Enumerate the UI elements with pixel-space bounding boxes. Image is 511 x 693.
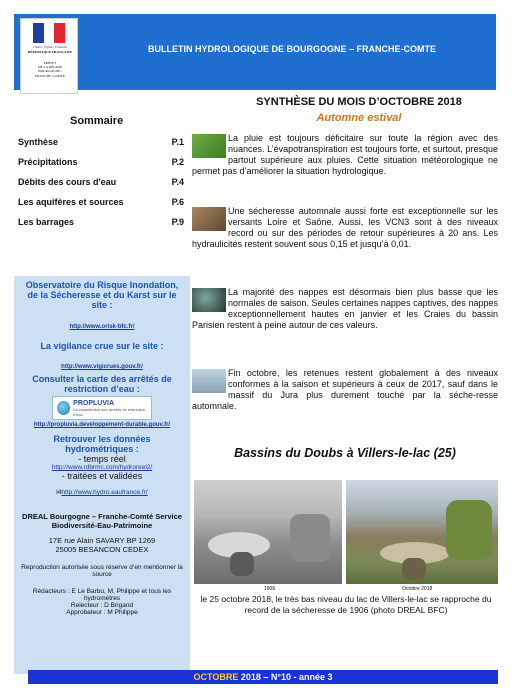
orisk-title: Observatoire du Risque Inondation, de la Sécheresse et du Karst sur le site : bbox=[25, 280, 179, 310]
dreal-name: DREAL Bourgogne – Franche-Comté Service Biodiversité-Eau-Patrimoine bbox=[22, 512, 182, 530]
rdbrmc-link[interactable]: http://www.rdbrmc.com/hydroreel2/ bbox=[51, 464, 153, 471]
footer-month: OCTOBRE bbox=[193, 672, 239, 682]
sommaire-title: Sommaire bbox=[70, 115, 124, 127]
paragraph-text: La pluie est toujours déficitaire sur toute la région avec des nuances. L’évapotranspiration est toujours forte, et surtout, presque partout supérieure aux pluies. Cette situation météorologique ne permet pas d’améliorer la situation hydrologique. bbox=[192, 133, 498, 176]
toc-page: P.9 bbox=[171, 217, 184, 227]
approbateur: Approbateur : M Philippe bbox=[66, 609, 138, 616]
dam-photo-icon bbox=[192, 369, 226, 393]
toc-label: Débits des cours d'eau bbox=[18, 177, 117, 187]
caption-2018: Octobre 2018 bbox=[402, 586, 433, 592]
logo-prefet: PRÉFET DE LA RÉGION BOURGOGNE- FRANCHE-COMTÉ bbox=[35, 61, 65, 78]
logo-motto: Liberté • Égalité • Fraternité bbox=[33, 45, 67, 49]
footer-banner bbox=[28, 670, 498, 684]
toc-item[interactable] bbox=[18, 155, 184, 169]
bassin-caption: le 25 octobre 2018, le très bas niveau du lac de Villers-le-lac se rapproche du record de la sécheresse de 1906 (photo DREAL BFC) bbox=[200, 594, 492, 615]
synthese-paragraph-secheresse bbox=[192, 206, 498, 250]
photo-2018 bbox=[346, 480, 498, 584]
hydro-line bbox=[20, 489, 184, 496]
traitees-label: - traitées et validées bbox=[61, 471, 143, 481]
rock-shape bbox=[230, 552, 254, 576]
temps-reel-label: - temps réel bbox=[78, 454, 126, 464]
toc-label: Les barrages bbox=[18, 217, 75, 227]
orisk-link[interactable]: http://www.orisk-bfc.fr/ bbox=[69, 324, 135, 330]
paragraph-text: La majorité des nappes est désormais bien plus basse que les normales de saison. Seules certaines nappes captives, des nappes exceptionnellement hautes en janvier et les Craies du bassin Parisien restent à peine autour de ces valeurs. bbox=[192, 287, 498, 330]
vigicrues-link[interactable]: http://www.vigicrues.gouv.fr/ bbox=[61, 364, 143, 370]
synthese-paragraph-nappes bbox=[192, 287, 498, 331]
cave-photo-icon bbox=[192, 288, 226, 312]
toc-page: P.6 bbox=[171, 197, 184, 207]
toc-page: P.2 bbox=[171, 157, 184, 167]
reproduction-notice: Reproduction autorisée sous réserve d’en mentionner la source bbox=[21, 564, 183, 578]
toc-label: Précipitations bbox=[18, 157, 78, 167]
toc-item[interactable] bbox=[18, 135, 184, 149]
logo-republic: RÉPUBLIQUE FRANÇAISE bbox=[27, 50, 73, 54]
toc-page: P.4 bbox=[171, 177, 184, 187]
toc-item[interactable] bbox=[18, 195, 184, 209]
synthese-subtitle: Automne estival bbox=[316, 112, 402, 124]
vigilance-title: La vigilance crue sur le site : bbox=[40, 341, 164, 351]
address-line-1: 17E rue Alain SAVARY BP 1269 bbox=[48, 536, 156, 545]
info-sidebar bbox=[14, 276, 190, 674]
tree-shape bbox=[446, 500, 492, 560]
french-flag-icon bbox=[33, 23, 65, 43]
rock-shape bbox=[290, 514, 330, 562]
grass-photo-icon bbox=[192, 134, 226, 158]
synthese-paragraph-retenues bbox=[192, 368, 498, 412]
riverbed-photo-icon bbox=[192, 207, 226, 231]
table-of-contents bbox=[18, 135, 184, 235]
synthese-paragraph-pluie bbox=[192, 133, 498, 177]
header-banner bbox=[14, 14, 496, 90]
relecteur: Relecteur : D Brigand bbox=[70, 602, 134, 609]
paragraph-text: Fin octobre, les retenues restent globalement à des niveaux conformes à la saison et supérieurs à ceux de 2017, sauf dans le massif du Jura plus durement touché par la séche-resse automnale. bbox=[192, 368, 498, 411]
prefet-logo bbox=[20, 18, 78, 94]
water-drop-icon bbox=[57, 401, 70, 415]
photo-1906 bbox=[194, 480, 342, 584]
toc-item[interactable] bbox=[18, 215, 184, 229]
hydro-prefix: l4 bbox=[56, 489, 62, 496]
synthese-title: SYNTHÈSE DU MOIS D’OCTOBRE 2018 bbox=[256, 96, 462, 108]
donnees-title: Retrouver les données hydrométriques : bbox=[53, 434, 151, 454]
hydro-link[interactable]: http://www.hydro.eaufrance.fr/ bbox=[61, 489, 148, 496]
propluvia-tagline: La consultation des arrêtés de restriction d'eau bbox=[73, 406, 146, 417]
rock-shape bbox=[402, 558, 426, 580]
toc-label: Synthèse bbox=[18, 137, 59, 147]
toc-page: P.1 bbox=[171, 137, 184, 147]
propluvia-logo bbox=[52, 396, 152, 420]
bassin-title: Bassins du Doubs à Villers-le-lac (25) bbox=[234, 446, 456, 460]
caption-1906: 1906 bbox=[264, 586, 276, 592]
toc-item[interactable] bbox=[18, 175, 184, 189]
paragraph-text: Une sécheresse automnale aussi forte est exceptionnelle sur les versants Loire et Saône. Aussi, les VCN3 sont à des niveaux record ou sur des périodes de retour supérieures à 20 ans. Les hydraulicités restent souvent sous 0,15 et jusqu’à 0,01. bbox=[192, 206, 498, 249]
footer-issue: 2018 – N°10 - année 3 bbox=[238, 672, 333, 682]
redacteurs: Rédacteurs : E Le Barbu, M. Philippe et tous les hydromètres bbox=[32, 588, 172, 602]
toc-label: Les aquifères et sources bbox=[18, 197, 124, 207]
bulletin-title: BULLETIN HYDROLOGIQUE DE BOURGOGNE – FRANCHE-COMTE bbox=[147, 44, 436, 54]
arretes-title: Consulter la carte des arrêtés de restriction d’eau : bbox=[32, 374, 172, 394]
propluvia-name: PROPLUVIA bbox=[73, 399, 114, 407]
propluvia-link[interactable]: http://propluvia.developpement-durable.gouv.fr/ bbox=[33, 422, 171, 428]
address-line-2: 25005 BESANCON CEDEX bbox=[55, 545, 149, 554]
